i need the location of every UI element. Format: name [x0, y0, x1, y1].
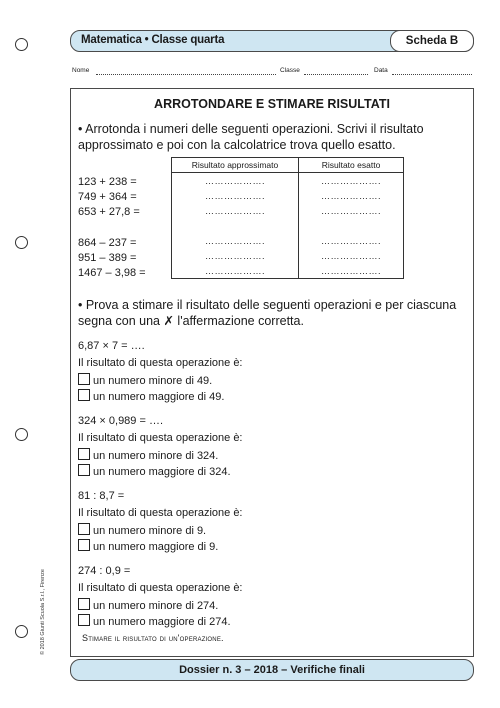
- binder-hole: [15, 625, 28, 638]
- option-text: un numero maggiore di 9.: [93, 541, 219, 553]
- approx-blank[interactable]: ……………….: [172, 188, 299, 203]
- col-approx-header: Risultato approssimato: [172, 158, 299, 173]
- exact-blank[interactable]: ……………….: [299, 188, 404, 203]
- option-text: un numero minore di 324.: [93, 450, 219, 462]
- checkbox[interactable]: [78, 614, 90, 626]
- approx-blank[interactable]: ……………….: [172, 203, 299, 218]
- checkbox[interactable]: [78, 464, 90, 476]
- header-title: Matematica • Classe quarta: [81, 34, 225, 46]
- option-text: un numero minore di 49.: [93, 375, 213, 387]
- checkbox[interactable]: [78, 448, 90, 460]
- estimate-prompt: Il risultato di questa operazione è:: [78, 432, 243, 444]
- copyright-credit: © 2018 Giunti Scuola S.r.l., Firenze: [40, 569, 46, 655]
- operation: 123 + 238 =: [78, 176, 137, 188]
- option-row[interactable]: [78, 539, 218, 554]
- results-table: [171, 157, 404, 279]
- option-row[interactable]: [78, 448, 218, 463]
- option-row[interactable]: [78, 598, 218, 613]
- instruction-2: • Prova a stimare il risultato delle seguenti operazioni e per ciascuna segna con una ✗ l'affermazione corretta.: [78, 298, 457, 328]
- operation: 864 – 237 =: [78, 237, 137, 249]
- option-row[interactable]: [78, 523, 206, 538]
- checkbox[interactable]: [78, 598, 90, 610]
- option-text: un numero maggiore di 324.: [93, 466, 231, 478]
- nome-label: Nome: [72, 67, 90, 74]
- checkbox[interactable]: [78, 523, 90, 535]
- student-fields: [72, 67, 474, 79]
- option-text: un numero maggiore di 274.: [93, 616, 231, 628]
- nome-field[interactable]: [72, 67, 89, 74]
- binder-hole: [15, 236, 28, 249]
- estimate-prompt: Il risultato di questa operazione è:: [78, 507, 243, 519]
- operation: 749 + 364 =: [78, 191, 137, 203]
- exact-blank[interactable]: ……………….: [299, 173, 404, 189]
- estimate-operation: 324 × 0,989 = ….: [78, 415, 164, 427]
- estimate-operation: 6,87 × 7 = ….: [78, 340, 145, 352]
- approx-blank[interactable]: ……………….: [172, 233, 299, 248]
- operation: 653 + 27,8 =: [78, 206, 140, 218]
- option-row[interactable]: [78, 389, 224, 404]
- classe-field[interactable]: [280, 67, 300, 74]
- estimate-prompt: Il risultato di questa operazione è:: [78, 357, 243, 369]
- approx-blank[interactable]: ……………….: [172, 173, 299, 189]
- option-text: un numero maggiore di 49.: [93, 391, 225, 403]
- checkbox[interactable]: [78, 373, 90, 385]
- header-bar: [70, 30, 474, 52]
- estimate-operation: 81 : 8,7 =: [78, 490, 125, 502]
- exact-blank[interactable]: ……………….: [299, 248, 404, 263]
- option-row[interactable]: [78, 373, 212, 388]
- option-row[interactable]: [78, 464, 231, 479]
- option-text: un numero minore di 274.: [93, 600, 219, 612]
- col-exact-header: Risultato esatto: [299, 158, 404, 173]
- binder-hole: [15, 428, 28, 441]
- worksheet-caption: Stimare il risultato di un'operazione.: [82, 633, 224, 643]
- instruction-1: • Arrotonda i numeri delle seguenti operazioni. Scrivi il risultato approssimato e poi con la calcolatrice trova quello esatto.: [78, 122, 424, 152]
- data-label: Data: [374, 67, 388, 74]
- approx-blank[interactable]: ……………….: [172, 263, 299, 279]
- checkbox[interactable]: [78, 539, 90, 551]
- data-field[interactable]: [374, 67, 388, 74]
- classe-label: Classe: [280, 67, 300, 74]
- exact-blank[interactable]: ……………….: [299, 263, 404, 279]
- binder-hole: [15, 38, 28, 51]
- exact-blank[interactable]: ……………….: [299, 233, 404, 248]
- estimate-operation: 274 : 0,9 =: [78, 565, 131, 577]
- operation: 1467 – 3,98 =: [78, 267, 146, 279]
- option-row[interactable]: [78, 614, 231, 629]
- checkbox[interactable]: [78, 389, 90, 401]
- estimate-prompt: Il risultato di questa operazione è:: [78, 582, 243, 594]
- exact-blank[interactable]: ……………….: [299, 203, 404, 218]
- option-text: un numero minore di 9.: [93, 525, 207, 537]
- worksheet-title: ARROTONDARE E STIMARE RISULTATI: [154, 97, 390, 111]
- worksheet-box: [70, 88, 474, 657]
- sheet-tag: Scheda B: [390, 30, 474, 52]
- operation: 951 – 389 =: [78, 252, 137, 264]
- approx-blank[interactable]: ……………….: [172, 248, 299, 263]
- footer-bar: Dossier n. 3 – 2018 – Verifiche finali: [70, 659, 474, 681]
